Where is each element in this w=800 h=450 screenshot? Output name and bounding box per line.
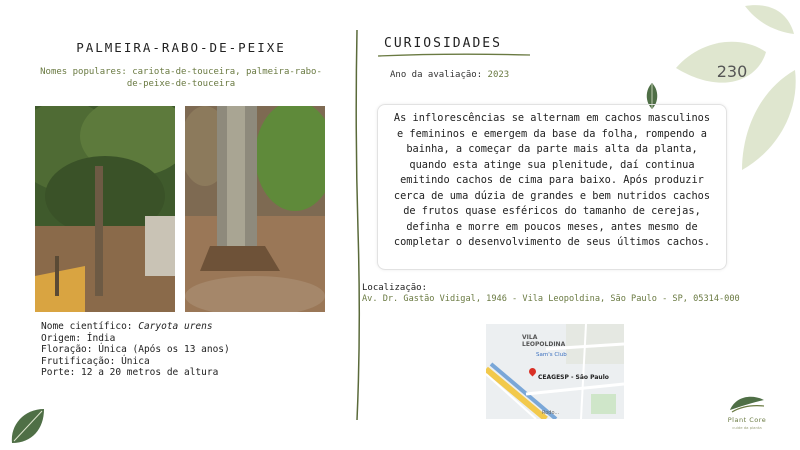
popular-names-line2: de-peixe-de-touceira: [126, 79, 236, 89]
year-label: Ano da avaliação:: [390, 70, 488, 80]
evaluation-year: [390, 70, 509, 80]
map-road-label: Rodo...: [542, 410, 560, 416]
map-poi-pin: CEAGESP - São Paulo: [538, 374, 609, 381]
location-map[interactable]: [486, 324, 624, 419]
flowering: Floração: Única (Após os 13 anos): [41, 344, 230, 355]
brand-logo-icon: [728, 392, 766, 414]
curiosities-title: CURIOSIDADES: [384, 36, 502, 51]
origin: Origem: Índia: [41, 332, 116, 344]
plant-photo-trunk: [185, 106, 325, 312]
title-underline: [378, 52, 530, 58]
map-area-line1: VILA: [522, 334, 538, 341]
popular-names: [32, 66, 330, 90]
curiosities-text: As inflorescências se alternam em cachos masculinos e femininos e emergem da base da folha, rompendo a bainha, a começar da parte mais alta da planta, quando esta atinge sua plenitude, daí continua emitindo cachos de cima para baixo. Após produzir cerca de uma dúzia de grandes e bem nutridos cachos de frutos quase esféricos do tamanho de cerejas, definha e morre em poucos meses, antes mesmo de completar o desenvolvimento de seus últimos cachos.: [377, 104, 727, 270]
map-poi-store: Sam's Club: [536, 352, 567, 358]
location-label: Localização:: [362, 283, 428, 293]
scientific-name-row: [41, 321, 331, 333]
scientific-name-label: Nome científico:: [41, 321, 139, 332]
map-area-line2: LEOPOLDINA: [522, 341, 566, 348]
plant-photo-overview: [35, 106, 175, 312]
location-address: Av. Dr. Gastão Vidigal, 1946 - Vila Leopoldina, São Paulo - SP, 05314-000: [362, 294, 740, 304]
page-number: 230: [716, 62, 748, 81]
map-area-label: [522, 334, 565, 348]
brand-tagline: cuide da planta: [732, 425, 762, 430]
leaf-decoration-bottom-left: [8, 405, 48, 447]
fruiting: Frutificação: Única: [41, 355, 150, 367]
year-value: 2023: [487, 70, 510, 80]
column-divider: [352, 30, 362, 420]
popular-names-line1: Nomes populares: cariota-de-touceira, palmeira-rabo-: [40, 67, 322, 77]
plant-title: PALMEIRA-RABO-DE-PEIXE: [76, 40, 286, 55]
brand-name: Plant Core: [727, 416, 767, 424]
size: Porte: 12 a 20 metros de altura: [41, 367, 219, 378]
plant-details: [41, 321, 331, 379]
scientific-name: Caryota urens: [138, 321, 213, 332]
